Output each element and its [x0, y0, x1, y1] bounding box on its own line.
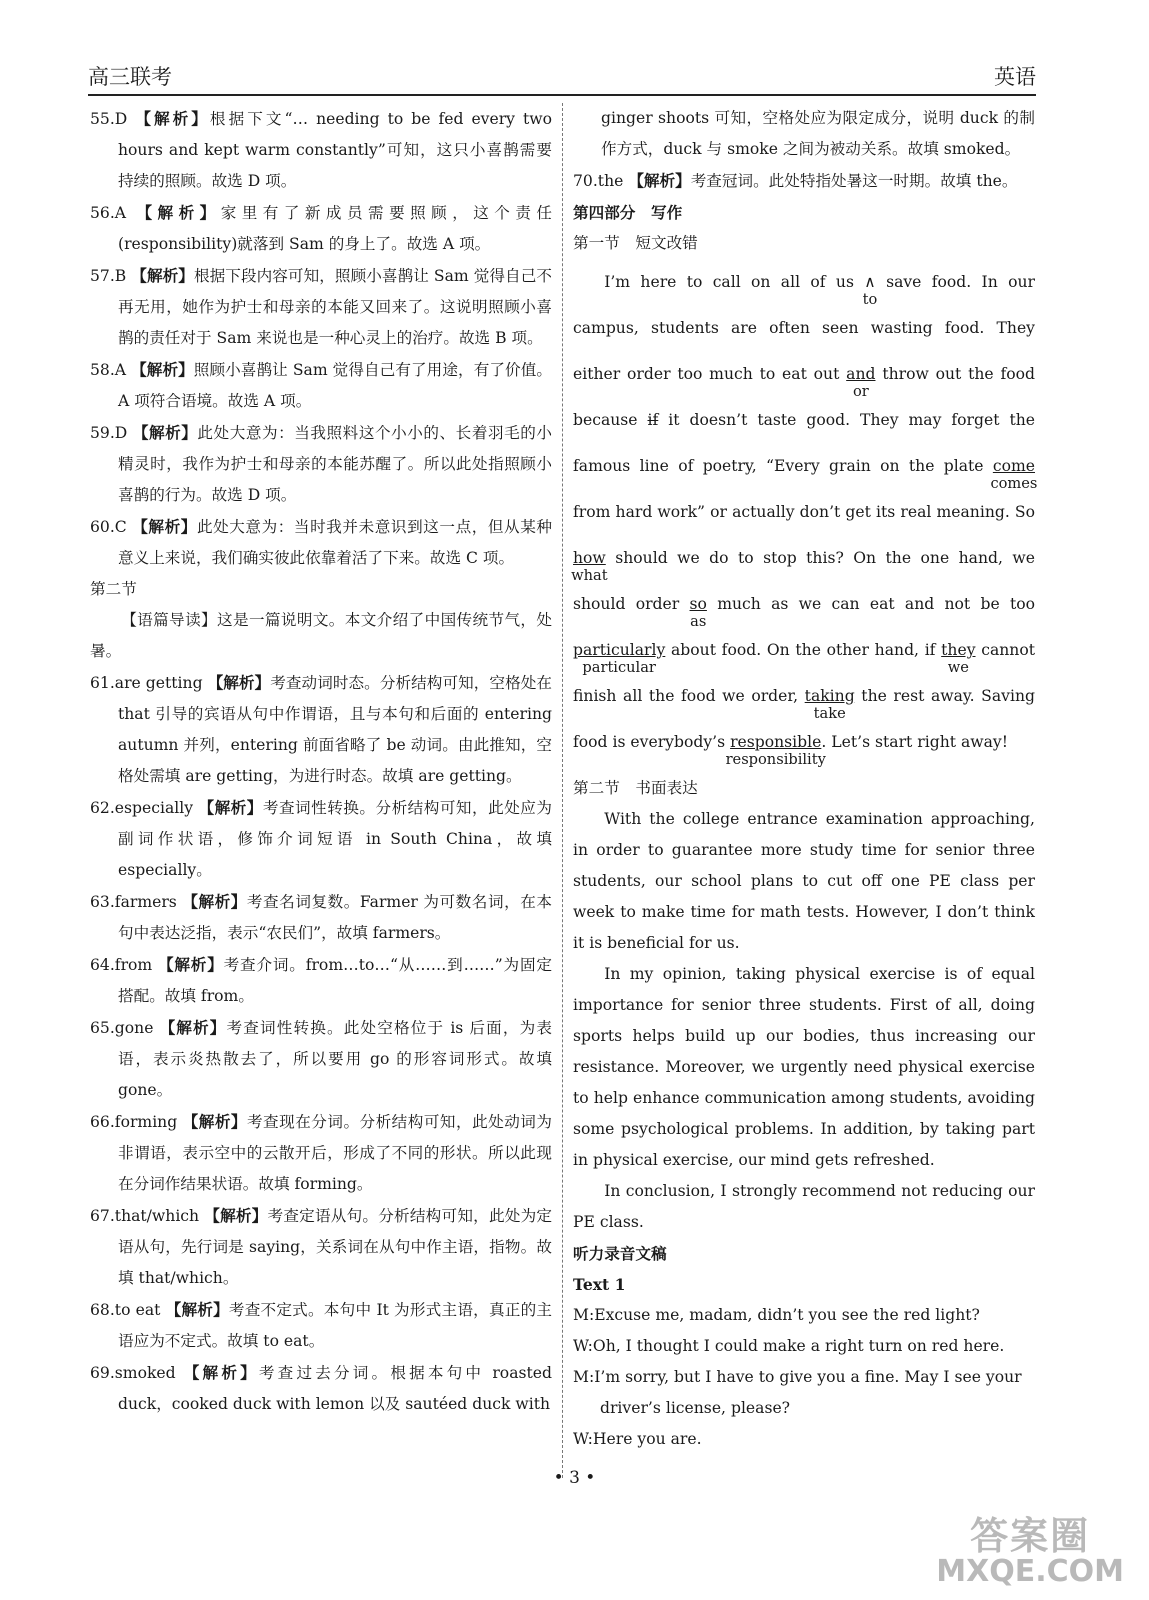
error-correction-passage: I’m here to call on all of us ∧ to save food. In our campus, students are often seen wasting food. They either order too much to eat out and or throw out the food because if it doesn’t taste good. They may forget the famous line of poetry, “Every grain on the plate come comes from hard work” or actually don’t get its real meaning. So how what should we do to stop this? On the one hand, we should order so as much as we can eat and not be too particularly particular about food. On the other hand, if they we cannot finish all the food we order, taking take the rest away. Saving food is everybody’s responsible responsibility . Let’s start right away! [573, 259, 1035, 765]
answer-62: 62.especially 【解析】考查词性转换。分析结构可知，此处应为副词作状语，修饰介词短语 in South China，故填 especially。 [90, 798, 552, 879]
watermark-logo-text: 答案圈 [970, 1514, 1091, 1558]
section-2-title: 第二节 [90, 580, 137, 598]
correction-7: they we [941, 641, 976, 676]
answer-70: 70.the 【解析】考查冠词。此处特指处暑这一时期。故填 the。 [573, 171, 1018, 190]
correction-6: particularly particular [573, 641, 666, 676]
section-2-writing-title: 第二节 书面表达 [573, 779, 698, 797]
dialogue-line-1: M:Excuse me, madam, didn’t you see the red light? [573, 1306, 980, 1324]
text-1-title: Text 1 [573, 1275, 626, 1294]
left-column [90, 103, 552, 1420]
watermark-url: MXQE.COM [936, 1554, 1124, 1589]
essay-paragraph-1: With the college entrance examination approaching, in order to guarantee more study time for senior three students, our school plans to cut off one PE class per week to make time for math tests. However, I don’t think it is beneficial for us. [573, 810, 1035, 952]
answer-65: 65.gone 【解析】考查词性转换。此处空格位于 is 后面，为表语，表示炎热散去了，所以要用 go 的形容词形式。故填 gone。 [90, 1018, 552, 1099]
answer-67: 67.that/which 【解析】考查定语从句。分析结构可知，此处为定语从句，先行词是 saying，关系词在从句中作主语，指物。故填 that/which。 [90, 1206, 552, 1287]
insertion-mark: ∧ to [862, 273, 878, 308]
essay-paragraph-3: In conclusion, I strongly recommend not reducing our PE class. [573, 1182, 1035, 1231]
answer-68: 68.to eat 【解析】考查不定式。本句中 It 为形式主语，真正的主语应为不定式。故填 to eat。 [90, 1300, 552, 1350]
answer-69: 69.smoked 【解析】考查过去分词。根据本句中 roasted duck，cooked duck with lemon 以及 sautéed duck with [90, 1363, 552, 1413]
header-right: 英语 [994, 65, 1036, 89]
answer-57: 57.B 【解析】根据下段内容可知，照顾小喜鹊让 Sam 觉得自己不再无用，她作为护士和母亲的本能又回来了。这说明照顾小喜鹊的责任对于 Sam 来说也是一种心灵上的治疗。故选 B 项。 [90, 266, 552, 347]
answer-66: 66.forming 【解析】考查现在分词。分析结构可知，此处动词为非谓语，表示空中的云散开后，形成了不同的形状。所以此现在分词作结果状语。故填 forming。 [90, 1112, 552, 1193]
part-4-title: 第四部分 写作 [573, 203, 683, 222]
section-1-title: 第一节 短文改错 [573, 234, 698, 252]
answer-61: 61.are getting 【解析】考查动词时态。分析结构可知，空格处在 that 引导的宾语从句中作谓语，且与本句和后面的 entering autumn 并列，entering 前面省略了 be 动词。由此推知，空格处需填 are getting，为进行时态。故填 are getting。 [90, 673, 552, 785]
page-header [88, 62, 1036, 96]
correction-8: taking take [804, 687, 855, 722]
page-number: • 3 • [553, 1468, 596, 1488]
answer-58: 58.A 【解析】照顾小喜鹊让 Sam 觉得自己有了用途，有了价值。A 项符合语境。故选 A 项。 [90, 360, 552, 410]
correction-2: if [647, 411, 659, 429]
correction-3: come comes [990, 457, 1038, 492]
answer-64: 64.from 【解析】考查介词。from…to…“从……到……”为固定搭配。故填 from。 [90, 955, 552, 1005]
dialogue-line-4: W:Here you are. [573, 1430, 702, 1448]
answer-59: 59.D 【解析】此处大意为：当我照料这个小小的、长着羽毛的小精灵时，我作为护士和母亲的本能苏醒了。所以此处指照顾小喜鹊的行为。故选 D 项。 [90, 423, 552, 504]
right-column [571, 103, 1038, 1455]
correction-4: how what [571, 549, 608, 584]
answer-56: 56.A 【解析】家里有了新成员需要照顾，这个责任(responsibility)就落到 Sam 的身上了。故选 A 项。 [90, 203, 552, 253]
answer-55: 55.D 【解析】根据下文“… needing to be fed every two hours and kept warm constantly”可知，这只小喜鹊需要持续的照顾。故选 D 项。 [90, 109, 552, 190]
correction-5: so as [689, 595, 707, 630]
listening-title: 听力录音文稿 [573, 1244, 667, 1263]
header-left: 高三联考 [88, 65, 172, 89]
correction-1: and or [846, 365, 876, 400]
dialogue-line-2: W:Oh, I thought I could make a right turn on red here. [573, 1337, 1005, 1355]
correction-9: responsible responsibility [725, 733, 826, 768]
answer-63: 63.farmers 【解析】考查名词复数。Farmer 为可数名词，在本句中表达泛指，表示“农民们”，故填 farmers。 [90, 892, 552, 942]
column-divider [562, 103, 563, 1478]
reading-guide: 【语篇导读】这是一篇说明文。本文介绍了中国传统节气，处暑。 [90, 611, 552, 660]
answer-69-continued: ginger shoots 可知，空格处应为限定成分，说明 duck 的制作方式，duck 与 smoke 之间为被动关系。故填 smoked。 [601, 109, 1035, 158]
watermark-logo [936, 1505, 1124, 1589]
essay-paragraph-2: In my opinion, taking physical exercise is of equal importance for senior three students. First of all, doing sports helps build up our bodies, thus increasing our resistance. Moreover, we urgently need physical exercise to help enhance communication among students, avoiding some psychological problems. In addition, by taking part in physical exercise, our mind gets refreshed. [573, 965, 1035, 1169]
answer-60: 60.C 【解析】此处大意为：当时我并未意识到这一点，但从某种意义上来说，我们确实彼此依靠着活了下来。故选 C 项。 [90, 517, 552, 567]
dialogue-line-3: M:I’m sorry, but I have to give you a fine. May I see your driver’s license, please? [573, 1368, 1022, 1417]
